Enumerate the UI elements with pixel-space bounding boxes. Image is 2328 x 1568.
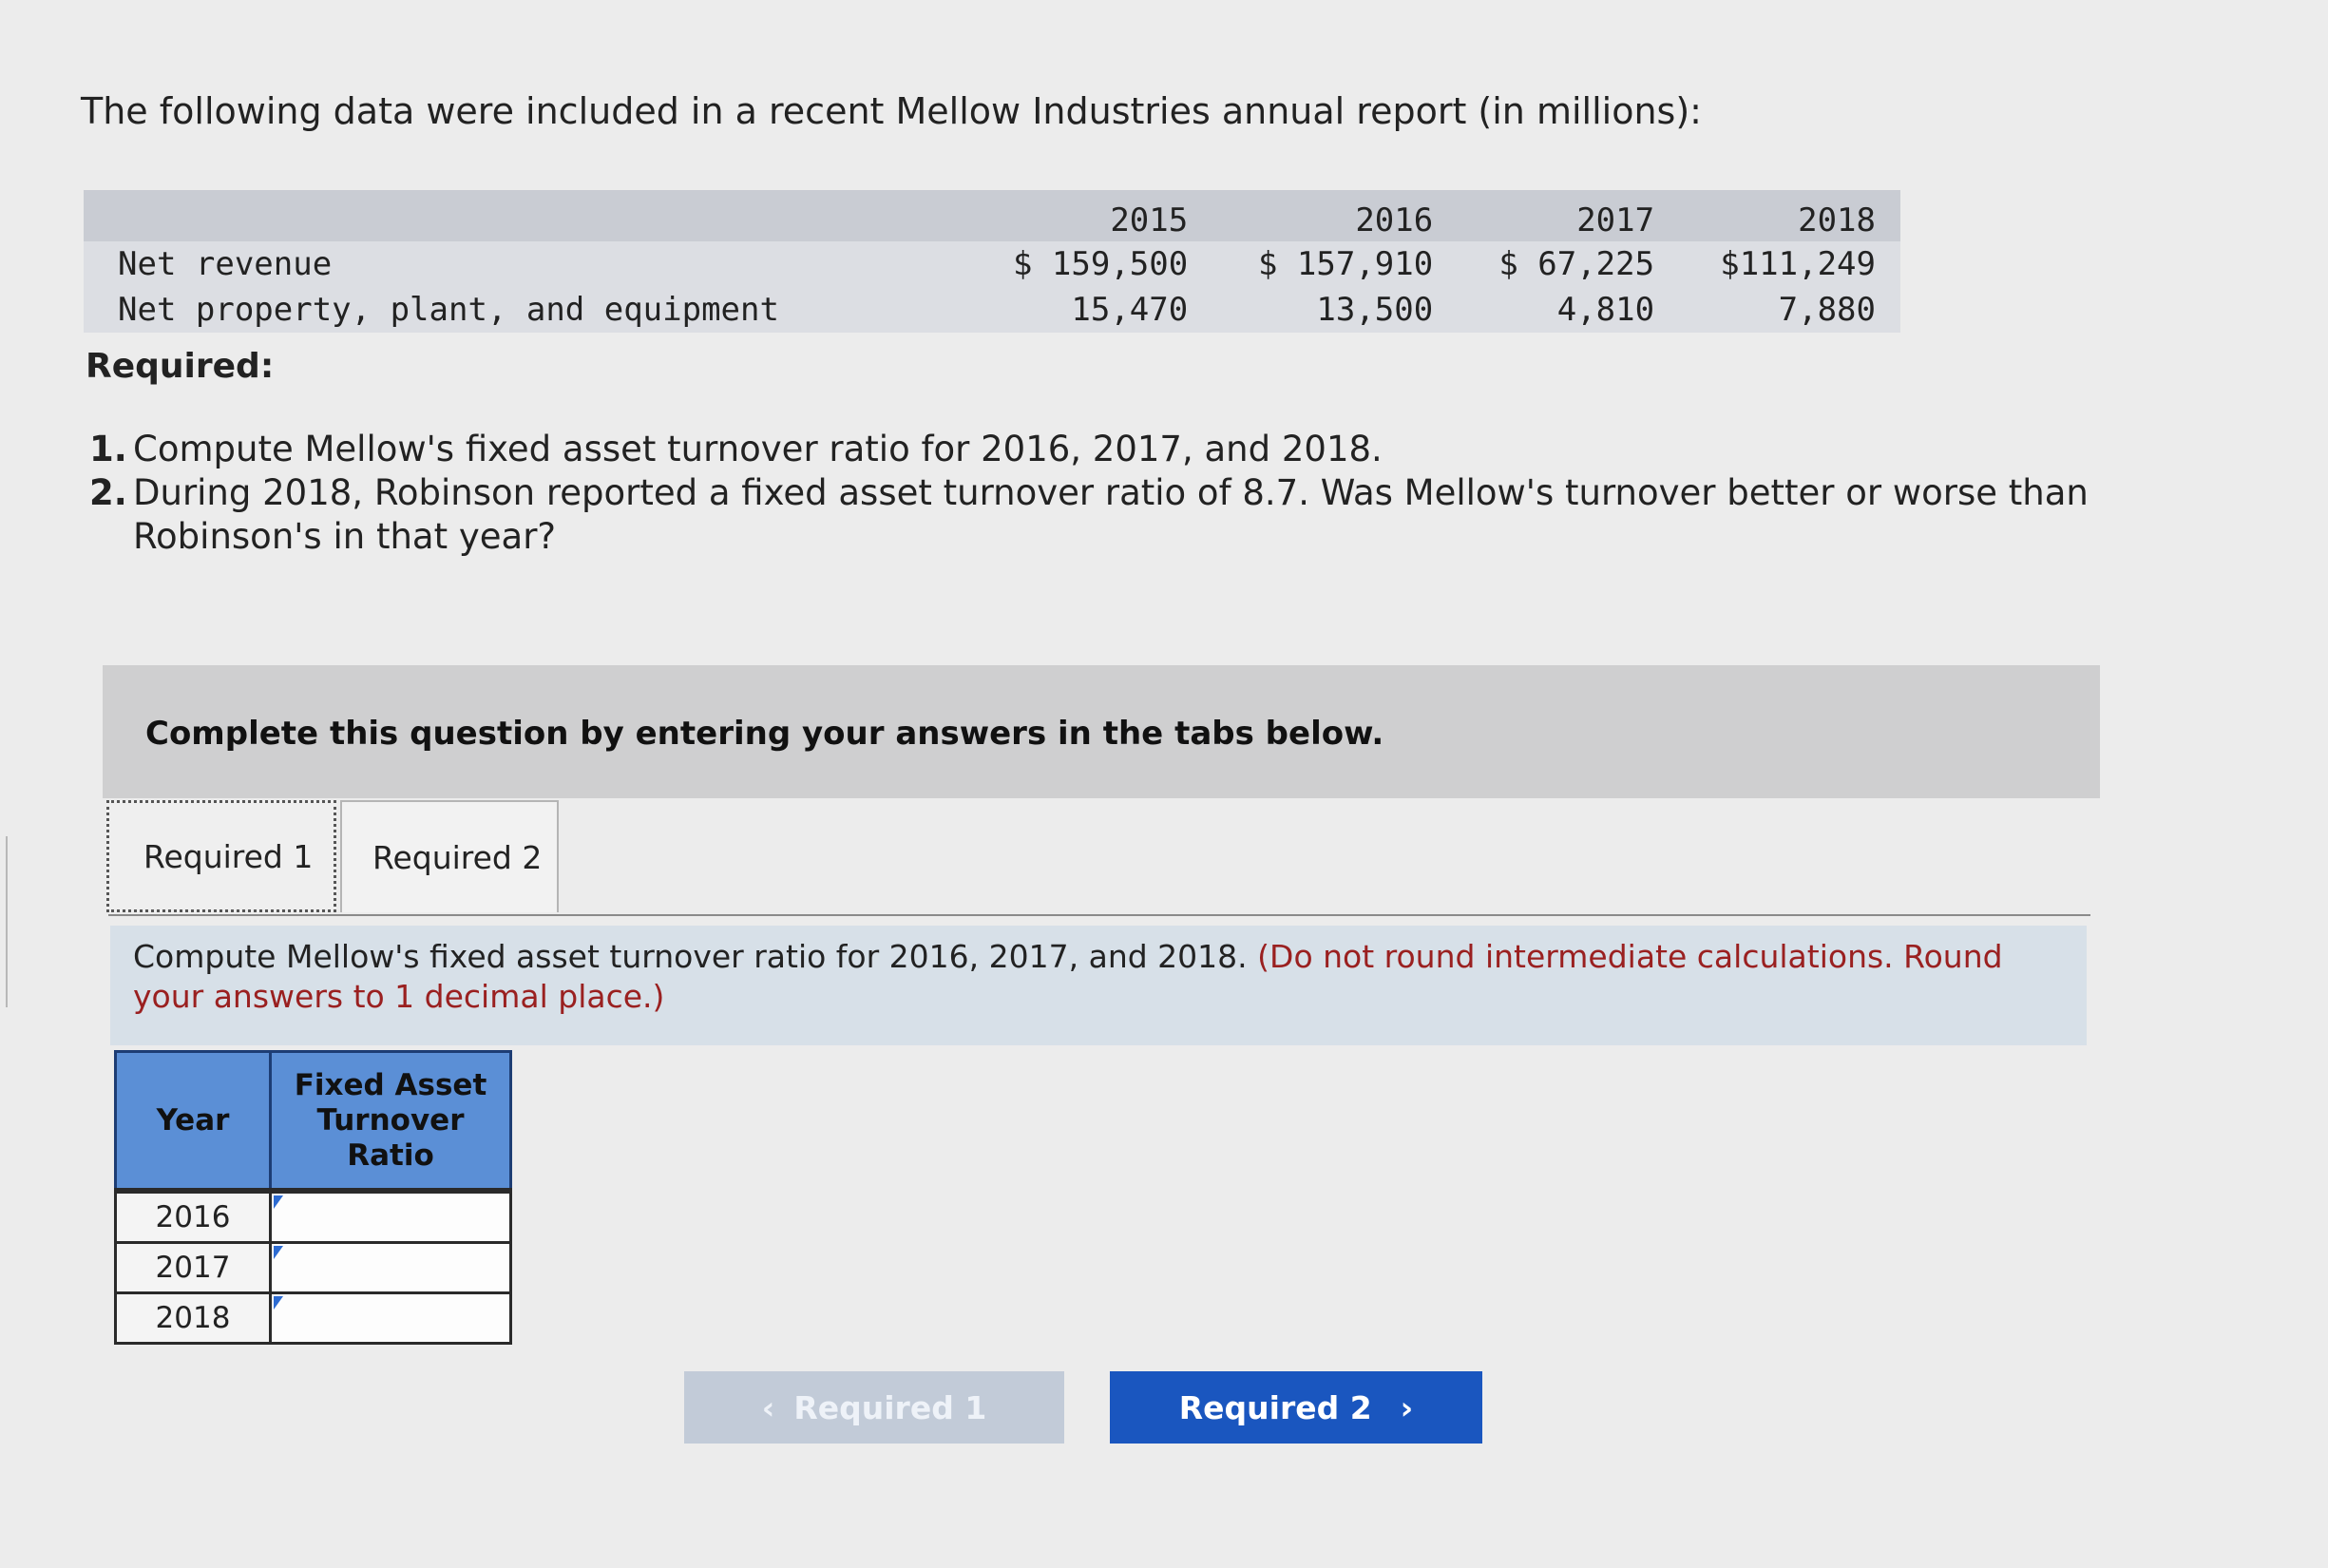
year-header: 2016: [1212, 190, 1458, 241]
intro-text: The following data were included in a recent Mellow Industries annual report (in millions):: [81, 90, 1702, 132]
row-label: Net revenue: [84, 241, 967, 287]
year-header: 2017: [1458, 190, 1679, 241]
ratio-input-cell: [271, 1293, 511, 1344]
ratio-input-2017[interactable]: [272, 1245, 509, 1291]
ratio-input-2016[interactable]: [272, 1195, 509, 1240]
tab-label: Required 1: [143, 837, 314, 875]
year-cell: 2016: [116, 1191, 271, 1243]
next-tab-button[interactable]: [1110, 1371, 1482, 1444]
required-item-text: Compute Mellow's fixed asset turnover ratio for 2016, 2017, and 2018.: [133, 429, 1383, 469]
ratio-input-cell: [271, 1191, 511, 1243]
next-button-label: Required 2: [1178, 1388, 1372, 1426]
ratio-input-cell: [271, 1243, 511, 1293]
answer-row: [116, 1293, 511, 1344]
value-cell: $ 157,910: [1212, 241, 1458, 287]
ratio-input-2018[interactable]: [272, 1295, 509, 1341]
header-spacer: [84, 190, 967, 241]
tab-label: Required 2: [372, 838, 543, 876]
value-cell: 13,500: [1212, 287, 1458, 333]
year-header: 2018: [1679, 190, 1900, 241]
chevron-left-icon: ‹: [761, 1388, 775, 1426]
question-instruction: [110, 926, 2087, 1045]
year-header-row: [84, 190, 1900, 241]
tab-required-1[interactable]: [106, 800, 336, 912]
required-item-number: 2.: [89, 472, 127, 513]
required-heading: Required:: [86, 347, 275, 386]
banner-text: Complete this question by entering your answers in the tabs below.: [145, 715, 1384, 753]
value-cell: 4,810: [1458, 287, 1679, 333]
instruction-banner: [103, 665, 2100, 798]
net-ppe-row: [84, 287, 1900, 333]
value-cell: $ 67,225: [1458, 241, 1679, 287]
input-marker-icon: [274, 1246, 283, 1259]
year-cell: 2017: [116, 1243, 271, 1293]
value-cell: $111,249: [1679, 241, 1900, 287]
rounding-note: (Do not round intermediate calculations. Round your answers to 1 decimal place.): [133, 938, 2003, 1015]
answer-header-row: [116, 1052, 511, 1192]
answer-row: [116, 1191, 511, 1243]
instruction-text: Compute Mellow's fixed asset turnover ratio for 2016, 2017, and 2018.: [133, 938, 1248, 975]
input-marker-icon: [274, 1195, 283, 1209]
required-item-number: 1.: [89, 429, 127, 469]
year-column-header: Year: [116, 1052, 271, 1192]
answer-row: [116, 1243, 511, 1293]
chevron-right-icon: ›: [1400, 1388, 1414, 1426]
required-item: [86, 471, 2252, 559]
required-list: [86, 428, 2252, 559]
window-edge: [0, 836, 8, 1007]
year-header: 2015: [967, 190, 1212, 241]
previous-button-label: Required 1: [793, 1388, 987, 1426]
year-cell: 2018: [116, 1293, 271, 1344]
value-cell: $ 159,500: [967, 241, 1212, 287]
tab-divider: [108, 914, 2090, 916]
tab-required-2[interactable]: [340, 800, 559, 912]
input-marker-icon: [274, 1296, 283, 1310]
ratio-column-header: Fixed Asset Turnover Ratio: [271, 1052, 511, 1192]
previous-tab-button[interactable]: [684, 1371, 1064, 1444]
required-item: [86, 428, 2252, 471]
required-item-text: During 2018, Robinson reported a fixed asset turnover ratio of 8.7. Was Mellow's turnover better or worse than Robinson's in that year?: [133, 472, 2089, 557]
net-revenue-row: [84, 241, 1900, 287]
financial-data-table: [84, 190, 1900, 333]
row-label: Net property, plant, and equipment: [84, 287, 967, 333]
value-cell: 15,470: [967, 287, 1212, 333]
value-cell: 7,880: [1679, 287, 1900, 333]
answer-table: [114, 1050, 512, 1345]
